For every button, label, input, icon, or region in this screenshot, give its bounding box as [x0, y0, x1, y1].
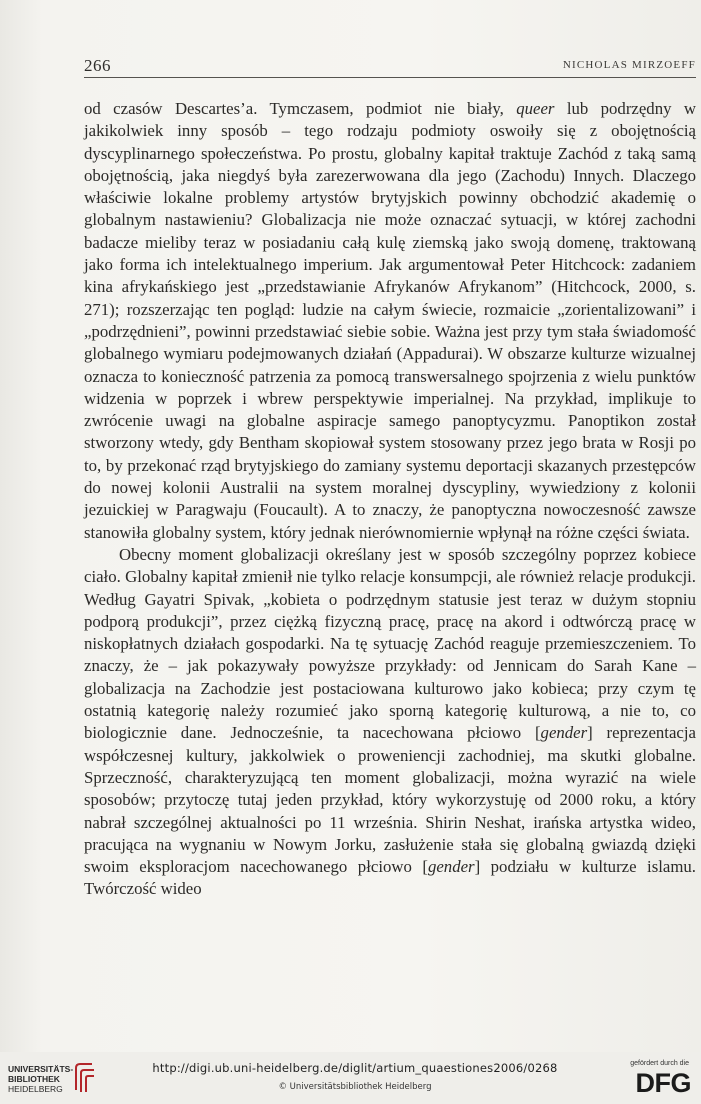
- library-name-line1: UNIVERSITÄTS-: [8, 1064, 74, 1074]
- text-run: ] reprezentacja współczesnej kultury, jakkolwiek o proweniencji zachodniej, ma skutki globalne. Sprzeczność, charakteryzującą ten moment globalizacji, można wyrazić na wiele sposobów; przytoczę tutaj jeden przykład, który wykorzystuję od 2000 roku, a który nabrał szczególnej aktualności po 11 września. Shirin Neshat, irańska artystka wideo, pracująca na wygnaniu w Nowym Jorku, zasłużenie stała się globalną gwiazdą dzięki swoim eksploracjom nacechowanego płciowo [: [84, 723, 696, 877]
- paragraph: [84, 98, 696, 544]
- header-rule: [84, 77, 696, 78]
- italic-term: gender: [427, 857, 475, 877]
- source-url-link[interactable]: http://digi.ub.uni-heidelberg.de/diglit/artium_quaestiones2006/0268: [152, 1061, 558, 1075]
- library-name-line2: BIBLIOTHEK: [8, 1074, 60, 1084]
- text-run: ] podziału w kulturze islamu. Twórczość wideo: [84, 857, 696, 899]
- library-name-line3: HEIDELBERG: [8, 1084, 63, 1094]
- copyright-notice: © Universitätsbibliothek Heidelberg: [278, 1082, 432, 1092]
- running-title: NICHOLAS MIRZOEFF: [562, 59, 696, 71]
- text-run: Obecny moment globalizacji określany jest w sposób szczególny poprzez kobiece ciało. Globalny kapitał zmienił nie tylko relacje konsumpcji, ale również relacje produkcji. Według Gayatri Spivak, „kobieta o podrzędnym statusie jest teraz w dużym stopniu podporą produkcji”, przez ciężką fizyczną pracę, pracę na akord i odtwórczą pracę w niskopłatnych działach gospodarki. Na tę sytuację Zachód reaguje przemieszczeniem. To znaczy, że – jak pokazywały powyższe przykłady: od Jennicam do Sarah Kane – globalizacja na Zachodzie jest postaciowana kulturowo jako kobieca; przy czym tę ostatnią kategorię należy rozumieć jako sporną kategorię kulturową, a nie to, co biologicznie dane. Jednocześnie, ta nacechowana płciowo [: [84, 544, 696, 743]
- italic-term: queer: [516, 99, 555, 118]
- library-emblem-icon: [72, 1062, 96, 1094]
- funded-by-caption: gefördert durch die: [630, 1060, 689, 1067]
- dfg-logo[interactable]: DFG: [635, 1068, 691, 1098]
- text-run: od czasów Descartes’a. Tymczasem, podmiot nie biały,: [84, 99, 517, 118]
- paragraph: [84, 544, 696, 901]
- italic-term: gender: [540, 723, 588, 743]
- running-head: [84, 56, 696, 82]
- footer-bar: [0, 1052, 701, 1104]
- page-number: 266: [84, 56, 111, 75]
- body-text: [84, 98, 696, 901]
- text-run: lub podrzędny w jakikolwiek inny sposób – tego rodzaju podmioty oswoiły się z obojętnością dyscyplinarnego społeczeństwa. Po prostu, globalny kapitał traktuje Zachód z taką samą obojętnością, jaka niegdyś była zarezerwowana dla jego (Zachodu) Innych. Dlaczego właściwie lokalne problemy artystów brytyjskich powinny obchodzić akademię o globalnym nastawieniu? Globalizacja nie może oznaczać sytuacji, w której zachodni badacze mieliby teraz w posiadaniu całą kulę ziemską jako swoją domenę, traktowaną jako forma ich intelektualnego imperium. Jak argumentował Peter Hitchcock: zadaniem kina afrykańskiego jest „przedstawianie Afrykanów Afrykanom” (Hitchcock, 2000, s. 271); rozszerzając ten pogląd: ludzie na całym świecie, rozmaicie „zorientalizowani” i „podrzędnieni”, powinni przedstawiać siebie sobie. Ważna jest przy tym stała świadomość globalnego wymiaru podejmowanych działań (Appadurai). W obszarze kulturze wizualnej oznacza to konieczność patrzenia za pomocą transwersalnego spojrzenia z wielu punktów widzenia w poprzek i wbrew perspektywie imperialnej. Na przykład, implikuje to zwrócenie uwagi na globalne aspiracje samego panoptycyzmu. Panoptikon został stworzony wtedy, gdy Bentham skopiował system stosowany przez jego brata w Rosji po to, by przekonać rząd brytyjskiego do zamiany systemu deportacji skazanych przestępców do nowej kolonii Australii na system moralnej dyscypliny, wywiedziony z kolonii jezuickiej w Paragwaju (Foucault). A to znaczy, że panoptyczna nowoczesność zawsze stanowiła globalny system, który jednak nierównomiernie wpłynął na różne części świata.: [84, 99, 696, 542]
